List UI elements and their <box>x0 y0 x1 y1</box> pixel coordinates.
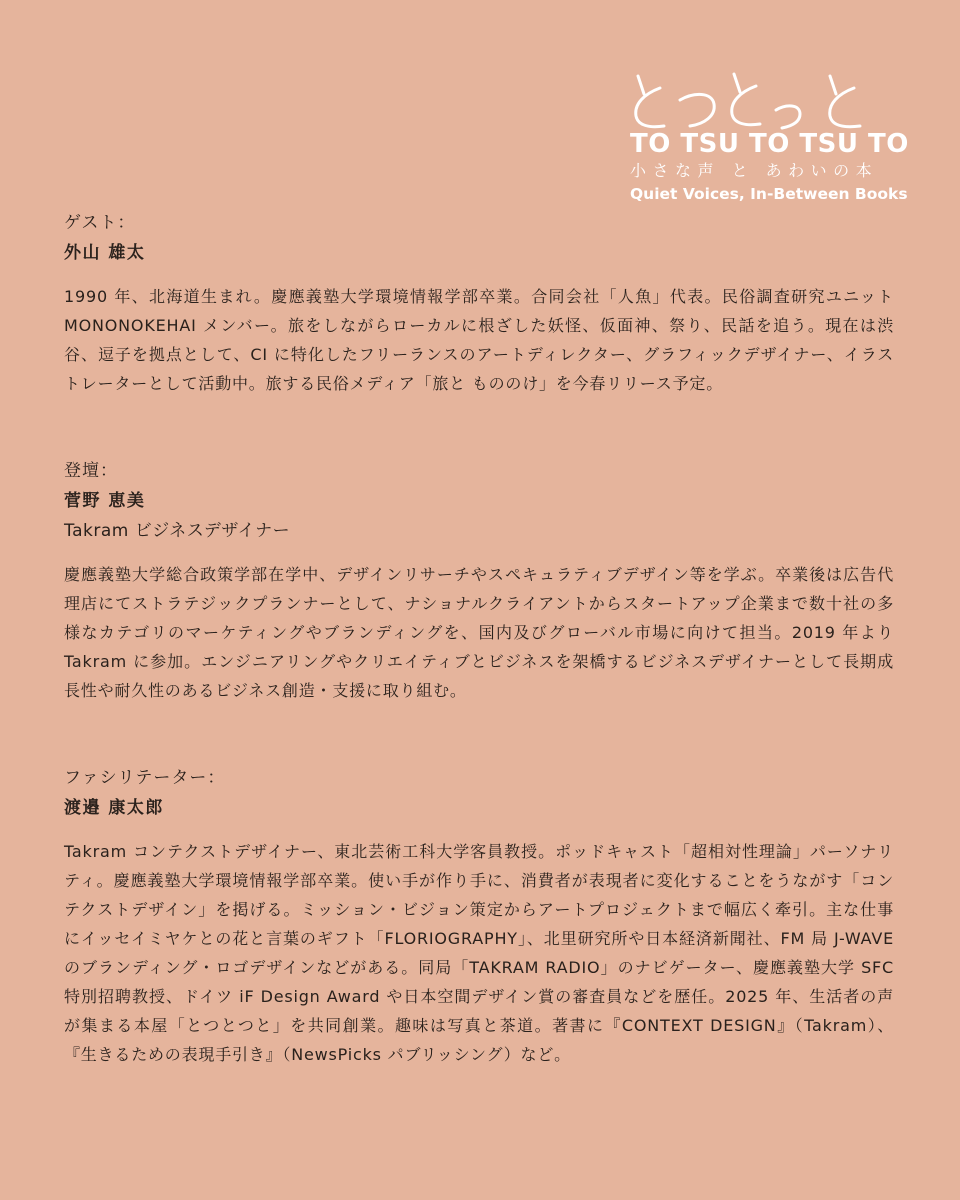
guest-section <box>64 208 894 398</box>
speaker-role-label: 登壇： <box>64 461 118 481</box>
facilitator-name: 渡邉 康太郎 <box>64 798 164 818</box>
facilitator-bio: Takram コンテクストデザイナー、東北芸術工科大学客員教授。ポッドキャスト「超相対性理論」パーソナリティ。慶應義塾大学環境情報学部卒業。使い手が作り手に、消費者が表現者に変化することをうながす「コンテクストデザイン」を掲げる。ミッション・ビジョン策定からアートプロジェクトまで幅広く牽引。主な仕事にイッセイミヤケとの花と言葉のギフト「FLORIOGRAPHY」、北里研究所や日本経済新聞社、FM 局 J-WAVE のブランディング・ロゴデザインなどがある。同局「TAKRAM RADIO」のナビゲーター、慶應義塾大学 SFC 特別招聘教授、ドイツ iF Design Award や日本空間デザイン賞の審査員などを歴任。2025 年、生活者の声が集まる本屋「とつとつと」を共同創業。趣味は写真と茶道。著書に『CONTEXT DESIGN』（Takram）、『生きるための表現手引き』（NewsPicks パブリッシング）など。 <box>64 842 894 1064</box>
guest-role-label: ゲスト： <box>64 213 136 233</box>
speaker-bio: 慶應義塾大学総合政策学部在学中、デザインリサーチやスペキュラティブデザイン等を学ぶ。卒業後は広告代理店にてストラテジックプランナーとして、ナショナルクライアントからスタートアップ企業まで数十社の多様なカテゴリのマーケティングやブランディングを、国内及びグローバル市場に向けて担当。2019 年より Takram に参加。エンジニアリングやクリエイティブとビジネスを架橋するビジネスデザイナーとして長期成長性や耐久性のあるビジネス創造・支援に取り組む。 <box>64 565 894 700</box>
facilitator-section <box>64 763 894 1069</box>
logo <box>630 68 909 205</box>
logo-subtitle-english: Quiet Voices, In-Between Books <box>630 185 908 203</box>
speaker-section <box>64 456 894 705</box>
speaker-name: 菅野 恵美 <box>64 491 146 511</box>
facilitator-role-label: ファシリテーター： <box>64 768 226 788</box>
speaker-title: Takram ビジネスデザイナー <box>64 521 291 541</box>
logo-subtitle-japanese: 小さな声 と あわいの本 <box>630 161 879 180</box>
guest-bio: 1990 年、北海道生まれ。慶應義塾大学環境情報学部卒業。合同会社「人魚」代表。民俗調査研究ユニット MONONOKEHAI メンバー。旅をしながらローカルに根ざした妖怪、仮面神、祭り、民話を追う。現在は渋谷、逗子を拠点として、CI に特化したフリーランスのアートディレクター、グラフィックデザイナー、イラストレーターとして活動中。旅する民俗メディア「旅と もののけ」を今春リリース予定。 <box>64 287 894 393</box>
guest-name: 外山 雄太 <box>64 243 146 263</box>
logo-hiragana-mark <box>630 68 882 134</box>
logo-roman-text: TO TSU TO TSU TO <box>630 129 909 159</box>
